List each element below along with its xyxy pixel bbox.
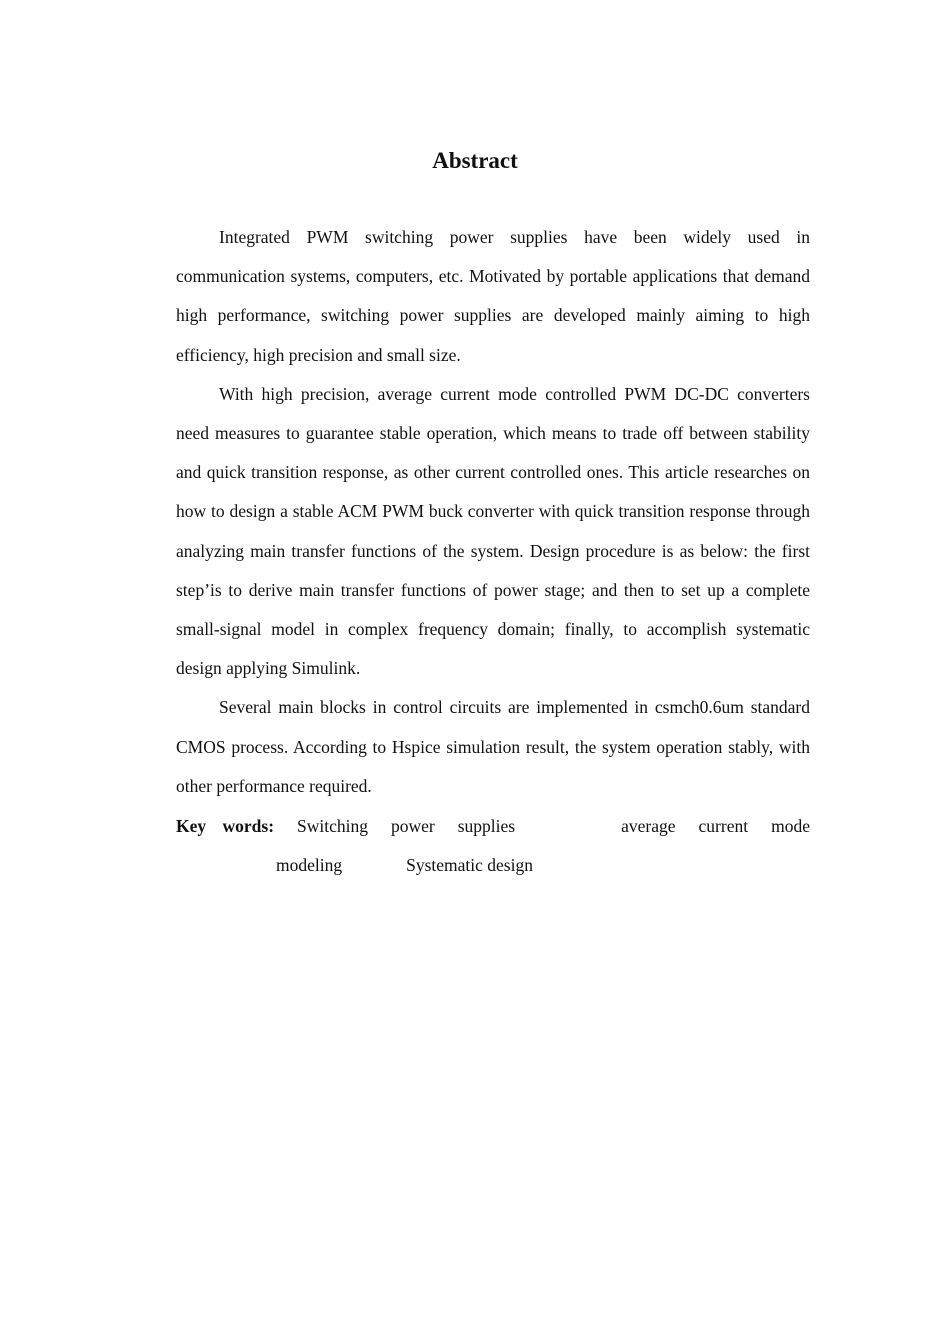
paragraph-2: With high precision, average current mode controlled PWM DC-DC converters need measures to guarantee stable operation, which means to trade off between stability and quick transition response, as other current controlled ones. This article researches on how to design a stable ACM PWM buck converter with quick transition response through analyzing main transfer functions of the system. Design procedure is as below: the first stepʼis to derive main transfer functions of power stage; and then to set up a complete small-signal model in complex frequency domain; finally, to accomplish systematic design applying Simulink. — [176, 383, 810, 679]
keywords-label: Key words: — [176, 816, 275, 836]
keywords-line-2 — [176, 846, 810, 885]
keyword-word: supplies — [457, 816, 516, 836]
keyword-gap — [538, 807, 598, 846]
abstract-body — [176, 218, 810, 806]
keyword-modeling: modeling — [276, 855, 343, 876]
paragraph-1: Integrated PWM switching power supplies have been widely used in communication systems, computers, etc. Motivated by portable applications that demand high performance, switching power supplies are developed mainly aiming to high efficiency, high precision and small size. — [176, 227, 810, 365]
keywords-section — [176, 807, 810, 885]
page-title: Abstract — [432, 148, 518, 173]
keywords-line-1 — [176, 807, 810, 846]
keyword-word: mode — [771, 816, 810, 836]
keyword-word: current — [698, 816, 749, 836]
keyword-word: average — [621, 816, 676, 836]
keyword-word: Switching — [297, 816, 369, 836]
keyword-word: power — [391, 816, 435, 836]
paragraph-3: Several main blocks in control circuits are implemented in csmch0.6um standard CMOS process. According to Hspice simulation result, the system operation stably, with other performance required. — [176, 697, 810, 796]
keyword-systematic-design: Systematic design — [406, 855, 533, 876]
